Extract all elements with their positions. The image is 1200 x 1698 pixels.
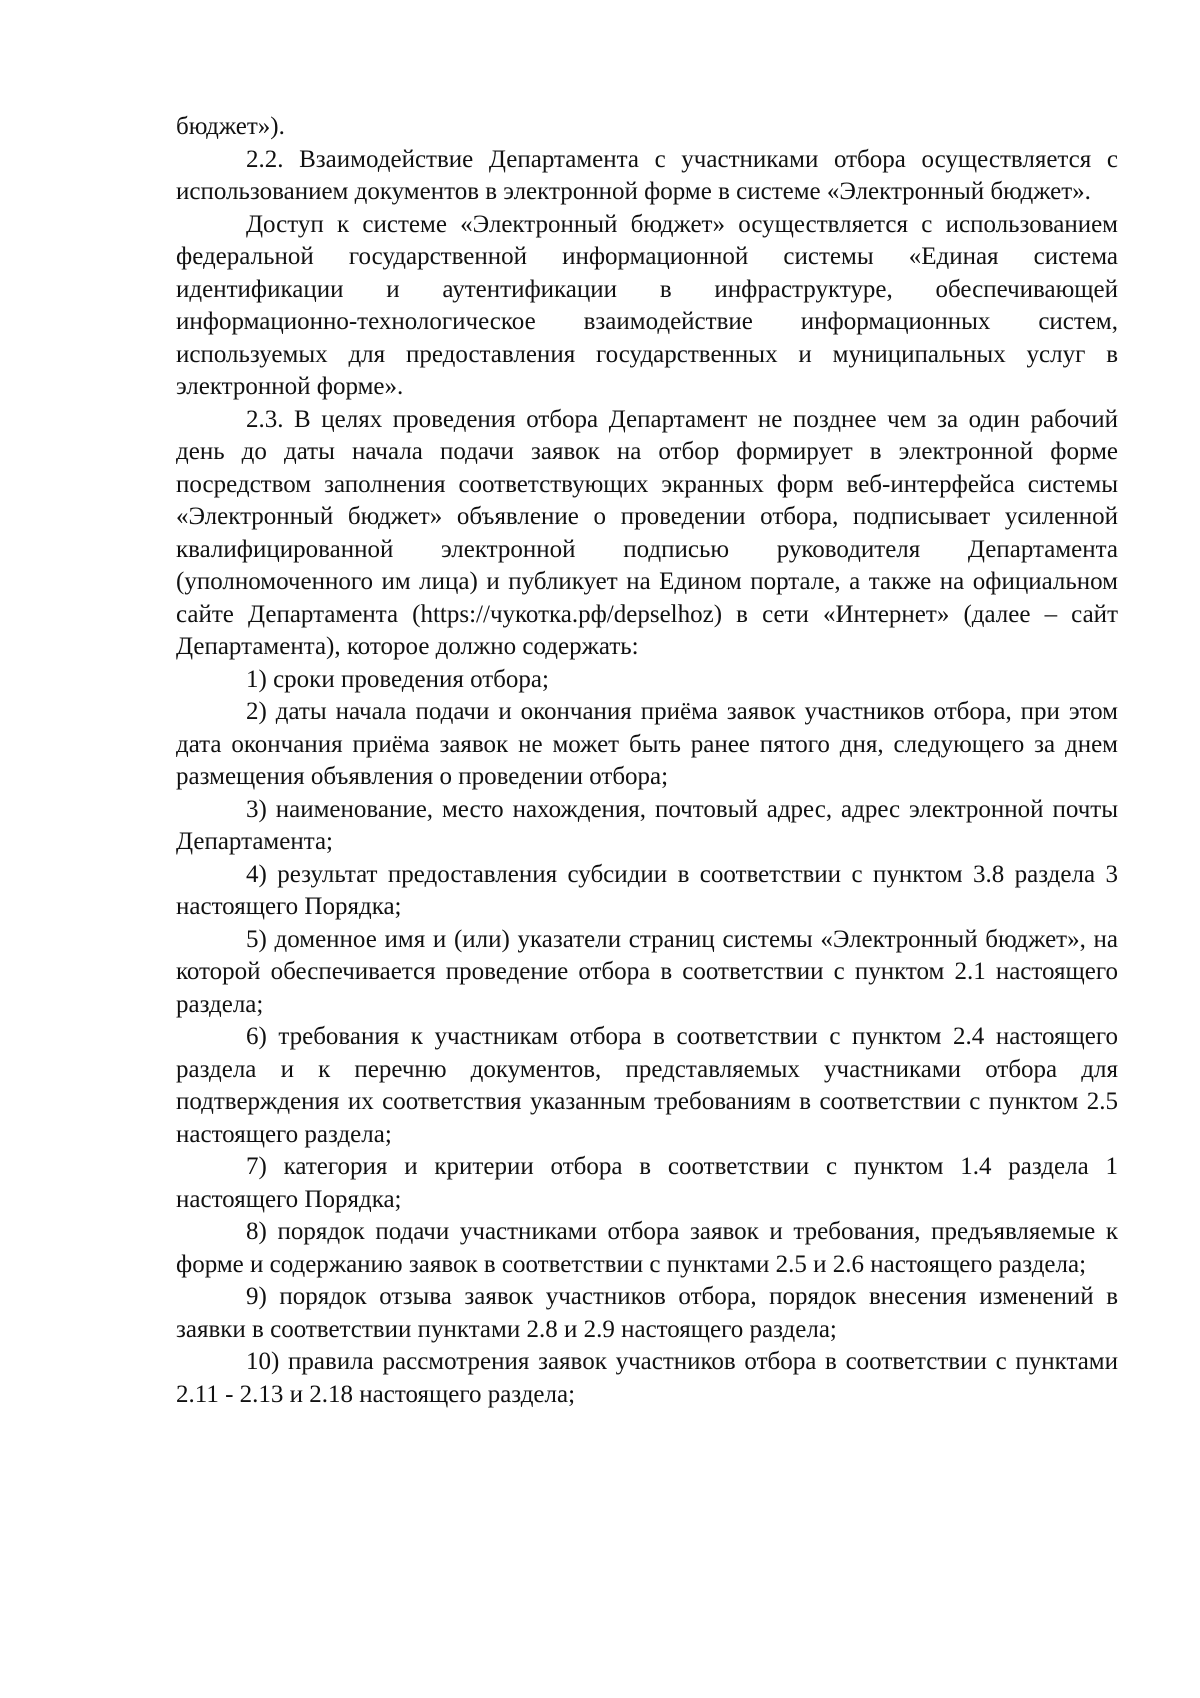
list-item-10: 10) правила рассмотрения заявок участников отбора в соответствии с пунктами 2.11 - 2.13 и 2.18 настоящего раздела; — [176, 1348, 1118, 1408]
document-page — [176, 111, 1118, 1411]
list-item-8: 8) порядок подачи участниками отбора заявок и требования, предъявляемые к форме и содержанию заявок в соответствии с пунктами 2.5 и 2.6 настоящего раздела; — [176, 1218, 1118, 1278]
list-item-5: 5) доменное имя и (или) указатели страниц системы «Электронный бюджет», на которой обеспечивается проведение отбора в соответствии с пунктом 2.1 настоящего раздела; — [176, 925, 1118, 1018]
paragraph-continuation: бюджет»). — [176, 113, 285, 140]
paragraph-2-3: 2.3. В целях проведения отбора Департамент не позднее чем за один рабочий день до даты начала подачи заявок на отбор формирует в электронной форме посредством заполнения соответствующих экранных форм веб-интерфейса системы «Электронный бюджет» объявление о проведении отбора, подписывает усиленной квалифицированной электронной подписью руководителя Департамента (уполномоченного им лица) и публикует на Едином портале, а также на официальном сайте Департамента (https://чукотка.рф/depselhoz) в сети «Интернет» (далее – сайт Департамента), которое должно содержать: — [176, 405, 1118, 660]
list-item-9: 9) порядок отзыва заявок участников отбора, порядок внесения изменений в заявки в соответствии пунктами 2.8 и 2.9 настоящего раздела; — [176, 1283, 1118, 1343]
list-item-6: 6) требования к участникам отбора в соответствии с пунктом 2.4 настоящего раздела и к перечню документов, представляемых участниками отбора для подтверждения их соответствия указанным требованиям в соответствии с пунктом 2.5 настоящего раздела; — [176, 1023, 1118, 1148]
list-item-1: 1) сроки проведения отбора; — [246, 665, 549, 693]
list-item-2: 2) даты начала подачи и окончания приёма заявок участников отбора, при этом дата окончания приёма заявок не может быть ранее пятого дня, следующего за днем размещения объявления о проведении отбора; — [176, 698, 1118, 790]
list-item-7: 7) категория и критерии отбора в соответствии с пунктом 1.4 раздела 1 настоящего Порядка; — [176, 1153, 1118, 1213]
list-item-3: 3) наименование, место нахождения, почтовый адрес, адрес электронной почты Департамента; — [176, 795, 1118, 855]
paragraph-2-2: 2.2. Взаимодействие Департамента с участниками отбора осуществляется с использованием документов в электронной форме в системе «Электронный бюджет». — [176, 145, 1118, 205]
paragraph-access: Доступ к системе «Электронный бюджет» осуществляется с использованием федеральной государственной информационной системы «Единая система идентификации и аутентификации в инфраструктуре, обеспечивающей информационно-технологическое взаимодействие информационных систем, используемых для предоставления государственных и муниципальных услуг в электронной форме». — [176, 210, 1118, 400]
list-item-4: 4) результат предоставления субсидии в соответствии с пунктом 3.8 раздела 3 настоящего Порядка; — [176, 860, 1118, 920]
